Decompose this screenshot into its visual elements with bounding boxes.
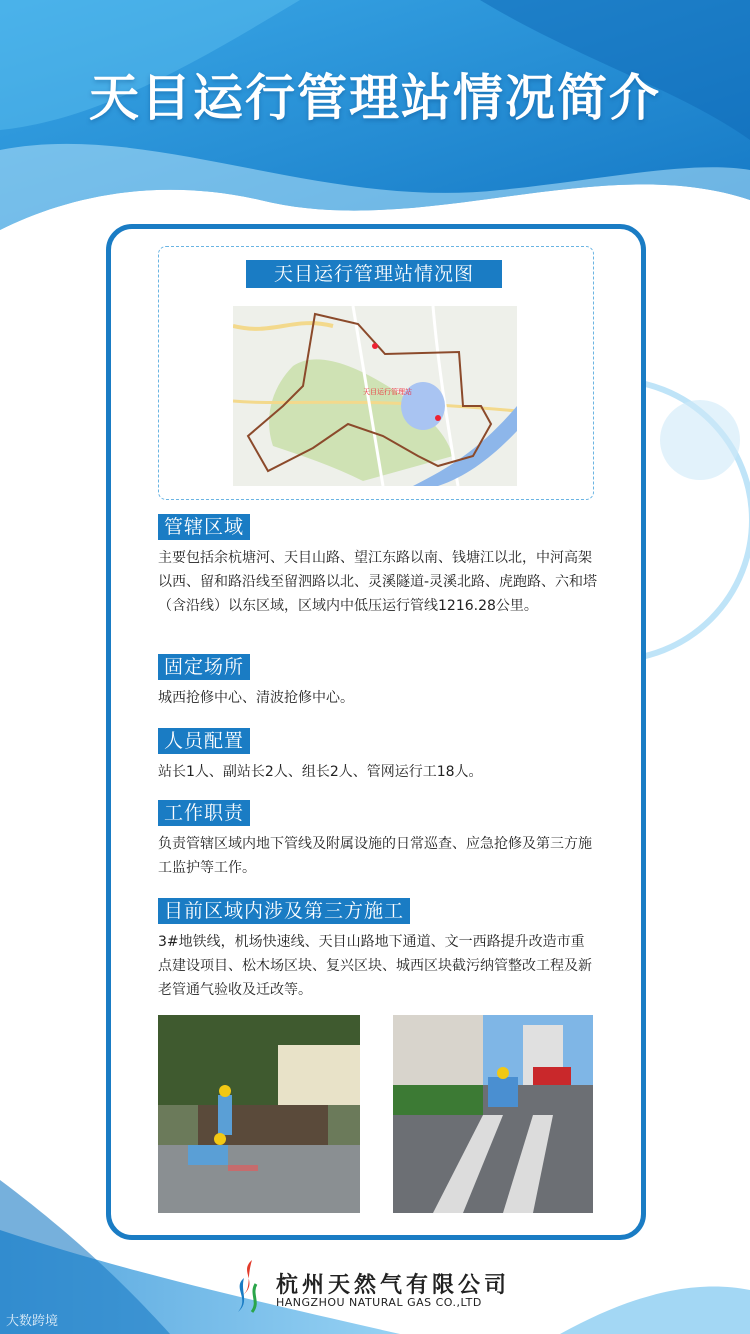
map-label: 天目运行管理站 <box>363 388 412 396</box>
section-body-staffing: 站长1人、副站长2人、组长2人、管网运行工18人。 <box>158 764 483 780</box>
area-map <box>233 306 517 486</box>
company-name-cn: 杭州天然气有限公司 <box>276 1272 511 1298</box>
section-body-construction: 3#地铁线，机场快速线、天目山路地下通道、文一西路提升改造市重点建设项目、松木场区块、复兴区块、城西区块截污纳管整改工程及新老管通气验收及迁改等。 <box>158 934 592 998</box>
map-title: 天目运行管理站情况图 <box>246 260 502 288</box>
company-logo-icon <box>230 1258 264 1314</box>
section-body-facilities: 城西抢修中心、清波抢修中心。 <box>158 690 354 706</box>
section-heading-staffing: 人员配置 <box>158 728 250 754</box>
photo-inspection-1 <box>158 1015 360 1213</box>
section-heading-duties: 工作职责 <box>158 800 250 826</box>
section-heading-jurisdiction: 管辖区域 <box>158 514 250 540</box>
section-heading-construction: 目前区域内涉及第三方施工 <box>158 898 410 924</box>
watermark: 大数跨境 <box>6 1314 59 1329</box>
company-name-en: HANGZHOU NATURAL GAS CO.,LTD <box>276 1296 482 1309</box>
page-title: 天目运行管理站情况简介 <box>89 69 661 127</box>
section-body-duties: 负责管辖区域内地下管线及附属设施的日常巡查、应急抢修及第三方施工监护等工作。 <box>158 836 592 876</box>
section-heading-facilities: 固定场所 <box>158 654 250 680</box>
photo-inspection-2 <box>393 1015 593 1213</box>
section-body-jurisdiction: 主要包括余杭塘河、天目山路、望江东路以南、钱塘江以北，中河高架以西、留和路沿线至留泗路以北、灵溪隧道-灵溪北路、虎跑路、六和塔（含沿线）以东区域，区域内中低压运行管线1216.28公里。 <box>158 550 598 614</box>
